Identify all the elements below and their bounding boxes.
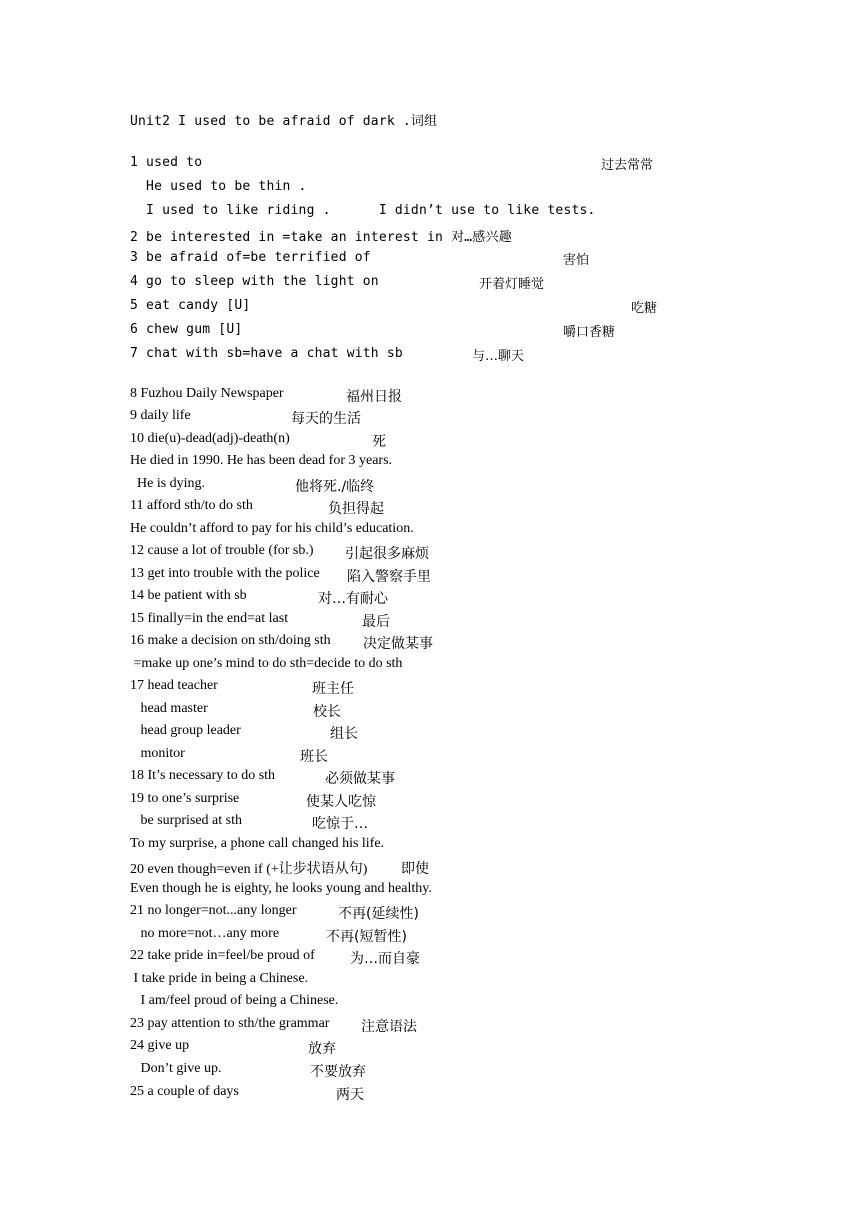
example-text: He used to be thin . [130,179,307,194]
item-9-en: 9 daily life [130,408,191,423]
item-21-en: 21 no longer=not...any longer [130,903,297,918]
item-25-en: 25 a couple of days [130,1084,239,1099]
item-23-cn: 注意语法 [361,1019,417,1035]
item-17-en: 17 head teacher [130,678,218,693]
item-10-cn: 死 [372,434,386,450]
item-19-en: 19 to one’s surprise [130,791,240,806]
sub-item-en: no more=not…any more [130,926,280,941]
sub-item-en: head master [130,701,208,716]
item-4-cn: 开着灯睡觉 [479,277,545,292]
item-3-cn: 害怕 [563,253,590,268]
item-14-en: 14 be patient with sb [130,588,247,603]
item-12-en: 12 cause a lot of trouble (for sb.) [130,543,314,558]
item-5-en: 5 eat candy [U] [130,298,251,313]
item-10-en: 10 die(u)-dead(adj)-death(n) [130,431,290,446]
example-text: To my surprise, a phone call changed his life. [130,836,385,851]
sub-item-cn: 吃惊于… [312,816,368,832]
item-20-en: 20 even though=even if (+让步状语从句) [130,862,368,877]
item-16-en: 16 make a decision on sth/doing sth [130,633,331,648]
item-21-cn: 不再(延续性) [338,906,419,922]
item-17-cn: 班主任 [312,681,354,697]
item-24-cn: 放弃 [308,1041,336,1057]
sub-item-cn: 组长 [330,726,358,742]
item-23-en: 23 pay attention to sth/the grammar [130,1016,330,1031]
example-text: He is dying. [130,476,206,491]
item-5-cn: 吃糖 [631,301,658,316]
item-13-cn: 陷入警察手里 [347,569,431,585]
example-text: I am/feel proud of being a Chinese. [130,993,339,1008]
item-22-en: 22 take pride in=feel/be proud of [130,948,315,963]
item-15-cn: 最后 [362,614,390,630]
item-13-en: 13 get into trouble with the police [130,566,320,581]
item-3-en: 3 be afraid of=be terrified of [130,250,371,265]
sub-item-cn: 校长 [313,704,341,720]
sub-item-en: Don’t give up. [130,1061,222,1076]
item-16-cn: 决定做某事 [363,636,433,652]
sub-item-cn: 班长 [300,749,328,765]
item-1-cn: 过去常常 [601,158,654,173]
item-11-cn: 负担得起 [328,501,384,517]
example-text: I used to like riding . I didn’t use to like tests. [130,203,596,218]
sub-item-cn: 不要放弃 [310,1064,366,1080]
example-text: Even though he is eighty, he looks young and healthy. [130,881,432,896]
example-cn: 他将死./临终 [295,479,375,495]
item-24-en: 24 give up [130,1038,190,1053]
sub-item-en: be surprised at sth [130,813,242,828]
example-text: I take pride in being a Chinese. [130,971,309,986]
item-7-en: 7 chat with sb=have a chat with sb [130,346,403,361]
sub-item-en: monitor [130,746,185,761]
sub-item-cn: 不再(短暂性) [326,929,407,945]
item-22-cn: 为…而自豪 [350,951,420,967]
example-text: He couldn’t afford to pay for his child’s education. [130,521,414,536]
sub-item-en: head group leader [130,723,241,738]
item-6-cn: 嚼口香糖 [563,325,616,340]
item-14-cn: 对…有耐心 [318,591,388,607]
example-text: =make up one’s mind to do sth=decide to do sth [130,656,403,671]
item-6-en: 6 chew gum [U] [130,322,243,337]
item-2-en: 2 be interested in =take an interest in 对…感兴趣 [130,230,512,245]
item-15-en: 15 finally=in the end=at last [130,611,289,626]
item-7-cn: 与…聊天 [472,349,525,364]
item-20-cn: 即使 [401,861,429,877]
item-8-en: 8 Fuzhou Daily Newspaper [130,386,284,401]
document-title: Unit2 I used to be afraid of dark .词组 [130,114,438,129]
item-9-cn: 每天的生活 [291,411,361,427]
item-11-en: 11 afford sth/to do sth [130,498,253,513]
item-18-en: 18 It’s necessary to do sth [130,768,276,783]
example-text: He died in 1990. He has been dead for 3 years. [130,453,393,468]
item-4-en: 4 go to sleep with the light on [130,274,379,289]
item-12-cn: 引起很多麻烦 [345,546,429,562]
item-1-en: 1 used to [130,155,203,170]
item-19-cn: 使某人吃惊 [306,794,376,810]
item-25-cn: 两天 [336,1087,364,1103]
item-18-cn: 必须做某事 [325,771,395,787]
item-8-cn: 福州日报 [346,389,402,405]
